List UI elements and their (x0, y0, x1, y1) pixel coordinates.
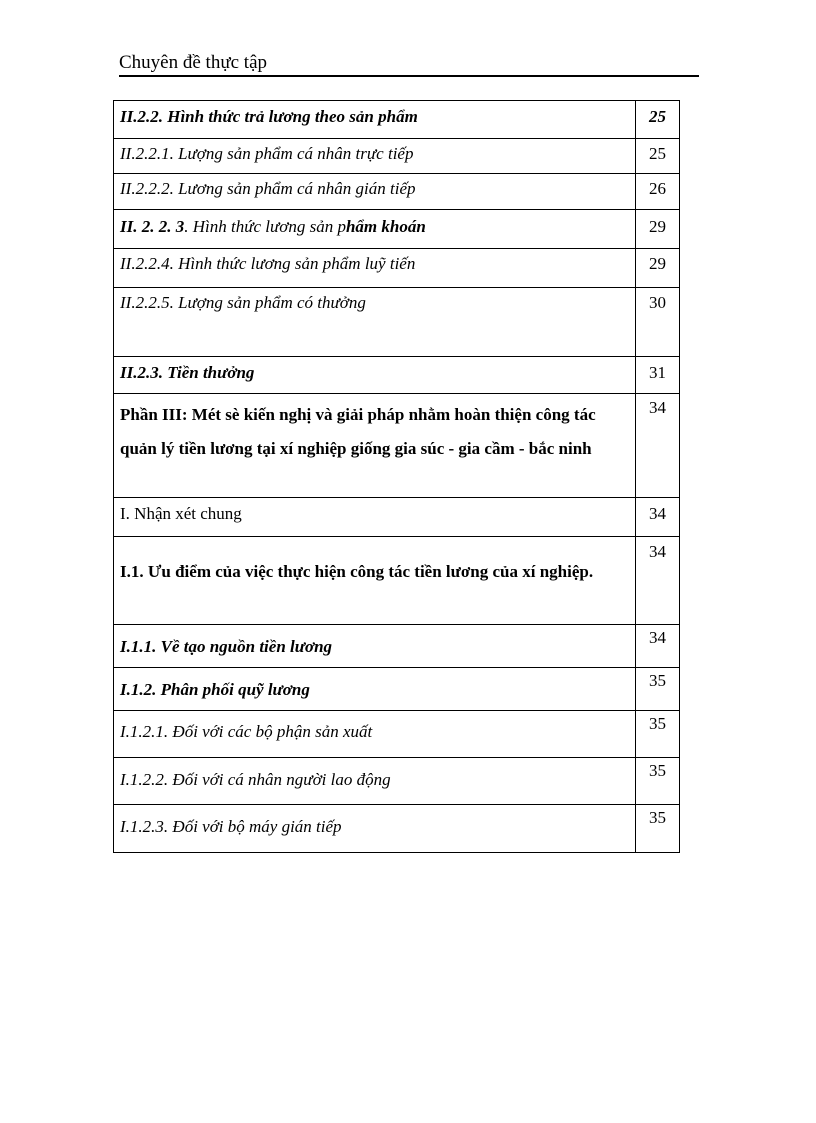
page-header: Chuyên đề thực tập (119, 52, 268, 73)
toc-entry-title: I.1.2. Phân phối quỹ lương (114, 668, 636, 711)
toc-entry-page: 26 (636, 174, 680, 210)
table-row[interactable] (114, 394, 680, 498)
toc-entry-prefix: II. 2. 2. 3 (120, 217, 185, 236)
table-row[interactable] (114, 537, 680, 625)
toc-entry-title: I.1.2.3. Đối với bộ máy gián tiếp (114, 805, 636, 853)
toc-entry-suffix: hẩm khoán (345, 217, 426, 236)
toc-entry-page: 25 (636, 139, 680, 174)
toc-entry-title: Phần III: Mét sè kiến nghị và giải pháp nhằm hoàn thiện công tác quản lý tiền lương tại xí nghiệp giống gia súc - gia cầm - bắc ninh (114, 394, 636, 498)
toc-entry-title: II.2.2.1. Lượng sản phẩm cá nhân trực tiếp (114, 139, 636, 174)
table-row[interactable] (114, 498, 680, 537)
toc-table (113, 100, 680, 853)
toc-entry-page: 29 (636, 249, 680, 288)
toc-entry-title: II.2.2.2. Lương sản phẩm cá nhân gián tiếp (114, 174, 636, 210)
header-rule (119, 75, 699, 77)
toc-entry-title: I.1.2.2. Đối với cá nhân người lao động (114, 758, 636, 805)
table-row[interactable] (114, 288, 680, 357)
toc-entry-page: 35 (636, 668, 680, 711)
table-row[interactable] (114, 758, 680, 805)
toc-entry-page: 34 (636, 537, 680, 625)
table-row[interactable] (114, 805, 680, 853)
table-row[interactable] (114, 668, 680, 711)
table-row[interactable] (114, 625, 680, 668)
toc-entry-title: II.2.3. Tiền thưởng (114, 357, 636, 394)
toc-entry-page: 35 (636, 711, 680, 758)
table-row[interactable] (114, 101, 680, 139)
toc-entry-title (114, 210, 636, 249)
toc-entry-page: 34 (636, 625, 680, 668)
toc-entry-title: I.1.2.1. Đối với các bộ phận sản xuất (114, 711, 636, 758)
toc-entry-page: 34 (636, 498, 680, 537)
table-row[interactable] (114, 210, 680, 249)
toc-entry-title: II.2.2.5. Lượng sản phẩm có thưởng (114, 288, 636, 357)
toc-entry-page: 30 (636, 288, 680, 357)
toc-entry-page: 25 (636, 101, 680, 139)
toc-entry-text: . Hình thức lương sản p (184, 217, 346, 236)
toc-entry-page: 29 (636, 210, 680, 249)
toc-entry-page: 34 (636, 394, 680, 498)
toc-entry-page: 35 (636, 805, 680, 853)
toc-entry-title: I. Nhận xét chung (114, 498, 636, 537)
toc-entry-title: I.1. Ưu điểm của việc thực hiện công tác tiền lương của xí nghiệp. (114, 537, 636, 625)
table-row[interactable] (114, 711, 680, 758)
table-row[interactable] (114, 139, 680, 174)
table-row[interactable] (114, 357, 680, 394)
toc-entry-title: II.2.2. Hình thức trả lương theo sản phẩm (114, 101, 636, 139)
toc-entry-page: 35 (636, 758, 680, 805)
toc-entry-page: 31 (636, 357, 680, 394)
toc-entry-title: II.2.2.4. Hình thức lương sản phẩm luỹ tiến (114, 249, 636, 288)
table-row[interactable] (114, 174, 680, 210)
toc-entry-title: I.1.1. Về tạo nguồn tiền lương (114, 625, 636, 668)
table-row[interactable] (114, 249, 680, 288)
